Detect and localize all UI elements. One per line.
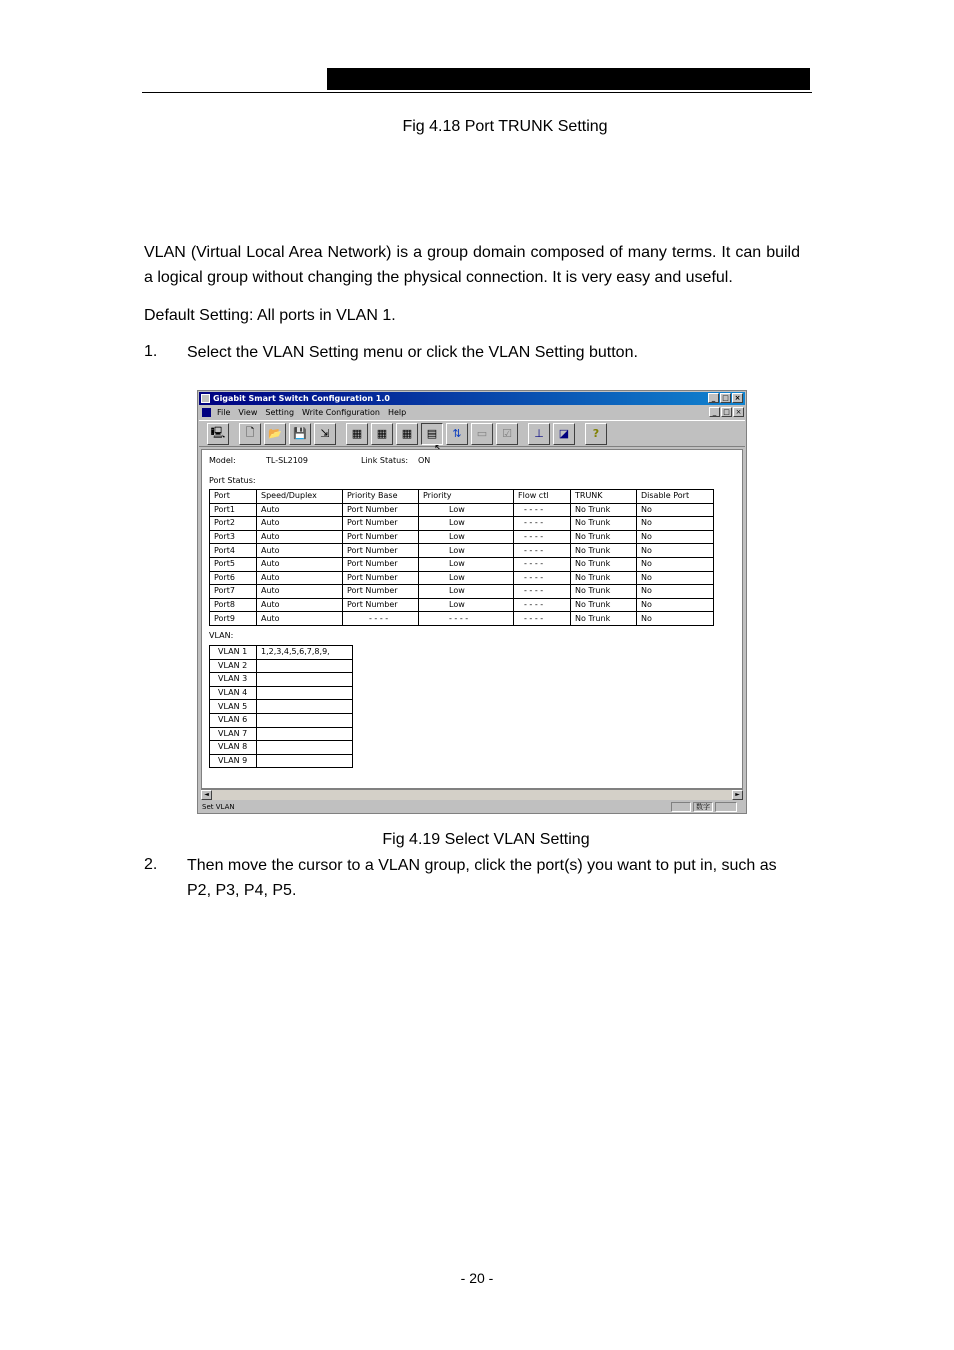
table-cell: Port Number: [343, 503, 419, 517]
vlan-row[interactable]: [210, 754, 353, 768]
link-status-value: ON: [418, 456, 431, 465]
child-minimize-button[interactable]: _: [709, 407, 720, 417]
menu-write-configuration[interactable]: Write Configuration: [302, 408, 380, 417]
computer-icon[interactable]: 🖳: [207, 423, 229, 445]
column-header: Speed/Duplex: [257, 490, 343, 504]
table-cell: Auto: [257, 571, 343, 585]
app-window: [197, 390, 747, 814]
column-header: TRUNK: [571, 490, 637, 504]
table-cell: Low: [419, 598, 514, 612]
vlan-name-cell: VLAN 4: [210, 686, 257, 700]
table-row[interactable]: [210, 598, 714, 612]
table-cell: Auto: [257, 557, 343, 571]
table-row[interactable]: [210, 612, 714, 626]
scroll-left-icon[interactable]: ◄: [201, 790, 212, 800]
table-cell: Auto: [257, 544, 343, 558]
title-bar: [199, 392, 745, 405]
vlan-row[interactable]: [210, 686, 353, 700]
port-status-table: [209, 489, 714, 626]
table-cell: - - - -: [514, 571, 571, 585]
vlan-row[interactable]: [210, 713, 353, 727]
port-status-icon[interactable]: ▦: [371, 423, 393, 445]
table-cell: Port4: [210, 544, 257, 558]
client-area: [201, 449, 743, 789]
table-cell: - - - -: [514, 598, 571, 612]
header-rule: [142, 92, 812, 93]
vlan-intro-paragraph: VLAN (Virtual Local Area Network) is a group domain composed of many terms. It can build a logical group without changing the physical connection. It is very easy and useful.: [144, 244, 800, 286]
horizontal-scrollbar[interactable]: [201, 789, 743, 800]
model-label: Model:: [209, 456, 236, 465]
table-cell: Auto: [257, 530, 343, 544]
table-cell: Port Number: [343, 598, 419, 612]
menu-setting[interactable]: Setting: [265, 408, 295, 417]
table-cell: No Trunk: [571, 557, 637, 571]
app-icon: [201, 394, 210, 403]
scroll-right-icon[interactable]: ►: [732, 790, 743, 800]
vlan-row[interactable]: [210, 646, 353, 660]
table-cell: No Trunk: [571, 598, 637, 612]
table-cell: Low: [419, 544, 514, 558]
table-cell: Low: [419, 517, 514, 531]
table-cell: No Trunk: [571, 517, 637, 531]
export-icon[interactable]: ⇲: [314, 423, 336, 445]
default-setting-paragraph: Default Setting: All ports in VLAN 1.: [144, 307, 396, 324]
table-cell: No Trunk: [571, 530, 637, 544]
table-cell: No Trunk: [571, 571, 637, 585]
table-cell: Low: [419, 557, 514, 571]
table-row[interactable]: [210, 503, 714, 517]
table-cell: No: [637, 585, 714, 599]
table-cell: - - - -: [343, 612, 419, 626]
table-cell: No Trunk: [571, 503, 637, 517]
child-restore-button[interactable]: □: [721, 407, 732, 417]
menu-view[interactable]: View: [238, 408, 258, 417]
table-cell: No Trunk: [571, 612, 637, 626]
vlan-name-cell: VLAN 1: [210, 646, 257, 660]
vlan-name-cell: VLAN 7: [210, 727, 257, 741]
status-panel-numlock: 数字: [693, 802, 713, 812]
vlan-ports-cell[interactable]: [257, 686, 353, 700]
table-cell: No: [637, 557, 714, 571]
table-cell: Port6: [210, 571, 257, 585]
column-header: Disable Port: [637, 490, 714, 504]
step-1-text: Select the VLAN Setting menu or click the VLAN Setting button.: [187, 344, 638, 361]
table-cell: - - - -: [514, 612, 571, 626]
vlan-ports-cell[interactable]: [257, 754, 353, 768]
table-cell: No: [637, 530, 714, 544]
table-cell: No: [637, 544, 714, 558]
toolbar: [199, 420, 745, 447]
table-row[interactable]: [210, 517, 714, 531]
vlan-ports-cell[interactable]: [257, 700, 353, 714]
table-cell: - - - -: [514, 503, 571, 517]
vlan-ports-cell[interactable]: [257, 673, 353, 687]
vlan-row[interactable]: [210, 727, 353, 741]
table-cell: - - - -: [514, 585, 571, 599]
vlan-name-cell: VLAN 8: [210, 741, 257, 755]
table-cell: No Trunk: [571, 585, 637, 599]
vlan-name-cell: VLAN 2: [210, 659, 257, 673]
vlan-ports-cell[interactable]: [257, 659, 353, 673]
trunk-icon[interactable]: ⊥: [528, 423, 550, 445]
table-cell: - - - -: [514, 557, 571, 571]
table-cell: Auto: [257, 517, 343, 531]
table-cell: Auto: [257, 585, 343, 599]
close-button[interactable]: ×: [732, 393, 743, 403]
open-icon[interactable]: 📂: [264, 423, 286, 445]
status-bar: [199, 801, 745, 813]
table-row[interactable]: [210, 544, 714, 558]
vlan-ports-cell[interactable]: [257, 741, 353, 755]
vlan-ports-cell[interactable]: [257, 727, 353, 741]
table-cell: Low: [419, 530, 514, 544]
checklist-icon[interactable]: ☑: [496, 423, 518, 445]
vlan-table: [209, 645, 353, 768]
table-cell: No Trunk: [571, 544, 637, 558]
window-title: Gigabit Smart Switch Configuration 1.0: [213, 394, 390, 403]
status-panel-empty: [671, 802, 691, 812]
port-icon[interactable]: ▦: [346, 423, 368, 445]
status-panel-3: [715, 802, 737, 812]
vlan-name-cell: VLAN 6: [210, 713, 257, 727]
vlan-name-cell: VLAN 3: [210, 673, 257, 687]
table-cell: Low: [419, 571, 514, 585]
table-cell: Port3: [210, 530, 257, 544]
table-cell: Auto: [257, 598, 343, 612]
table-row[interactable]: [210, 557, 714, 571]
vlan-icon[interactable]: ▤: [421, 423, 443, 445]
minimize-button[interactable]: _: [708, 393, 719, 403]
table-cell: Port1: [210, 503, 257, 517]
vlan-row[interactable]: [210, 741, 353, 755]
save-icon[interactable]: 💾: [289, 423, 311, 445]
table-cell: No: [637, 517, 714, 531]
figure-caption-4-19: Fig 4.19 Select VLAN Setting: [382, 831, 590, 848]
table-cell: Auto: [257, 503, 343, 517]
step-1-number: 1.: [144, 343, 158, 360]
status-text: Set VLAN: [202, 803, 235, 811]
port-config-icon[interactable]: ▦: [396, 423, 418, 445]
vlan-ports-cell[interactable]: [257, 713, 353, 727]
table-cell: - - - -: [419, 612, 514, 626]
table-cell: Port8: [210, 598, 257, 612]
table-cell: Port Number: [343, 544, 419, 558]
priority-icon[interactable]: ⇅: [446, 423, 468, 445]
table-cell: Port Number: [343, 571, 419, 585]
column-header: Priority: [419, 490, 514, 504]
vlan-name-cell: VLAN 5: [210, 700, 257, 714]
table-cell: No: [637, 503, 714, 517]
vlan-ports-cell[interactable]: 1,2,3,4,5,6,7,8,9,: [257, 646, 353, 660]
help-icon[interactable]: ?: [585, 423, 607, 445]
page-number: - 20 -: [460, 1270, 494, 1286]
vlan-name-cell: VLAN 9: [210, 754, 257, 768]
figure-caption-4-18: Fig 4.18 Port TRUNK Setting: [402, 118, 608, 135]
table-cell: No: [637, 598, 714, 612]
table-cell: Low: [419, 585, 514, 599]
table-cell: Auto: [257, 612, 343, 626]
snmp-icon[interactable]: ▭: [471, 423, 493, 445]
table-cell: Port9: [210, 612, 257, 626]
table-cell: - - - -: [514, 544, 571, 558]
table-cell: - - - -: [514, 530, 571, 544]
mirror-icon[interactable]: ◪: [553, 423, 575, 445]
child-close-button[interactable]: ×: [733, 407, 744, 417]
table-cell: Low: [419, 503, 514, 517]
table-cell: Port2: [210, 517, 257, 531]
table-cell: - - - -: [514, 517, 571, 531]
link-status-label: Link Status:: [361, 456, 409, 465]
maximize-button[interactable]: □: [720, 393, 731, 403]
vlan-row[interactable]: [210, 659, 353, 673]
vlan-row[interactable]: [210, 673, 353, 687]
table-cell: Port Number: [343, 517, 419, 531]
table-cell: No: [637, 612, 714, 626]
table-cell: Port Number: [343, 585, 419, 599]
new-icon[interactable]: 🗋: [239, 423, 261, 445]
document-icon: [202, 408, 211, 417]
model-value: TL-SL2109: [266, 456, 308, 465]
table-row[interactable]: [210, 571, 714, 585]
vlan-row[interactable]: [210, 700, 353, 714]
menu-bar: [199, 406, 745, 419]
table-cell: Port Number: [343, 557, 419, 571]
menu-file[interactable]: File: [217, 408, 231, 417]
step-2-number: 2.: [144, 856, 158, 873]
step-2-text: Then move the cursor to a VLAN group, click the port(s) you want to put in, such as P2, P3, P4, P5.: [187, 857, 777, 899]
table-header-row: [210, 490, 714, 504]
menu-help[interactable]: Help: [387, 408, 407, 417]
table-cell: Port5: [210, 557, 257, 571]
column-header: Port: [210, 490, 257, 504]
table-cell: Port Number: [343, 530, 419, 544]
vlan-label: VLAN:: [209, 631, 234, 640]
table-cell: Port7: [210, 585, 257, 599]
port-status-label: Port Status:: [209, 476, 256, 485]
column-header: Flow ctl: [514, 490, 571, 504]
header-bar: [327, 68, 810, 90]
table-row[interactable]: [210, 530, 714, 544]
column-header: Priority Base: [343, 490, 419, 504]
table-cell: No: [637, 571, 714, 585]
table-row[interactable]: [210, 585, 714, 599]
